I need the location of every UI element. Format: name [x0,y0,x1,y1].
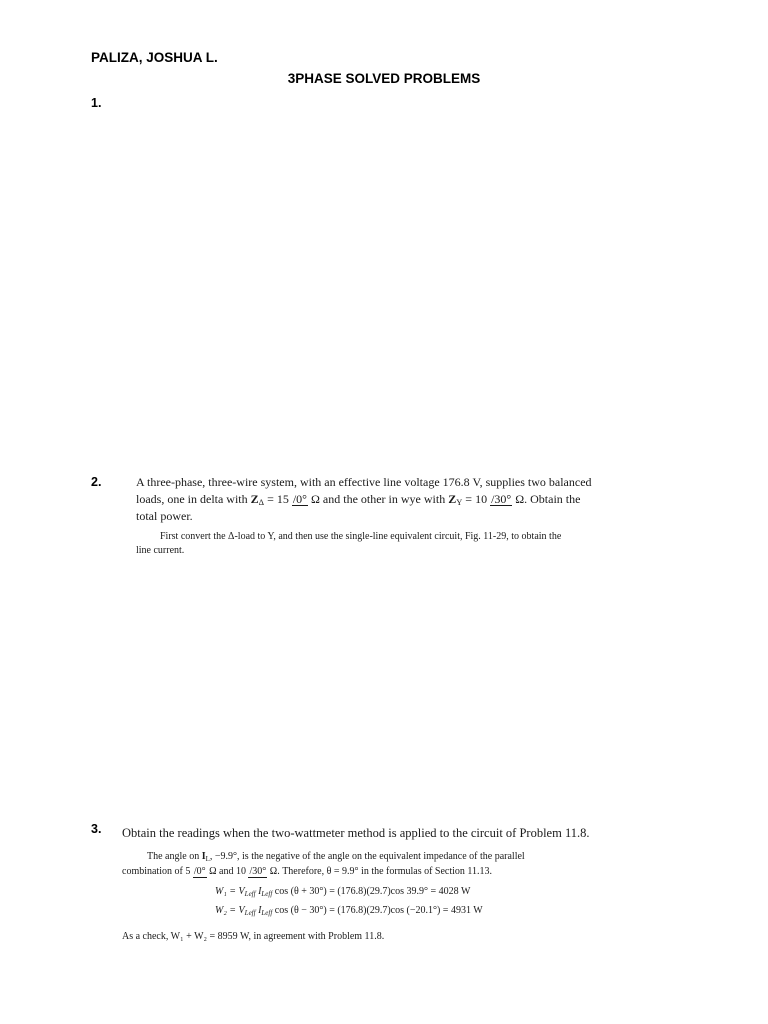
angle-notation: /30° [249,866,267,877]
solution-text: The angle on [147,851,202,862]
problem-3-number: 3. [91,822,102,836]
z-y-subscript: Y [456,498,463,508]
equation-text: W₁ = V [215,886,245,897]
page-title: 3PHASE SOLVED PROBLEMS [287,71,481,86]
il-subscript: L [205,854,210,863]
statement-text: Ω. Obtain the [512,492,581,506]
angle-notation: /0° [292,492,307,506]
equation-text: I [255,905,262,916]
w2-equation [215,905,483,916]
author-name: PALIZA, JOSHUA L. [91,50,218,65]
problem-2-line-2 [136,492,580,507]
problem-2-solution-line-1: First convert the Δ-load to Y, and then use the single-line equivalent circuit, Fig. 11-29, to obtain the [160,531,562,542]
equation-subscript: Leff [261,908,273,917]
equation-subscript: Leff [244,908,256,917]
statement-text: Ω and the other in wye with [307,492,449,506]
solution-text: Ω and 10 [206,866,249,877]
statement-text: = 10 [462,492,491,506]
problem-2-solution-line-2: line current. [136,545,185,556]
angle-notation: /30° [491,492,512,506]
problem-3-solution-line-1 [147,851,525,862]
equation-text: cos (θ − 30°) = (176.8)(29.7)cos (−20.1°) = 4931 W [272,905,483,916]
z-delta-symbol: Z [250,492,259,506]
il-symbol: I [201,851,206,862]
w1-equation [215,886,470,897]
statement-text: loads, one in delta with [136,492,251,506]
check-statement: As a check, W₁ + W₂ = 8959 W, in agreement with Problem 11.8. [122,931,385,942]
problem-2-line-1: A three-phase, three-wire system, with an effective line voltage 176.8 V, supplies two balanced [136,475,592,489]
angle-notation: /0° [193,866,206,877]
z-y-symbol: Z [448,492,457,506]
problem-2-line-3: total power. [136,509,193,523]
solution-text: , −9.9°, is the negative of the angle on the equivalent impedance of the parallel [209,851,525,862]
solution-text: combination of 5 [122,866,193,877]
problem-2-number: 2. [91,475,102,489]
equation-subscript: Leff [261,889,273,898]
solution-text: Ω. Therefore, θ = 9.9° in the formulas of Section 11.13. [267,866,493,877]
equation-subscript: Leff [244,889,256,898]
equation-text: W₂ = V [215,905,245,916]
equation-text: cos (θ + 30°) = (176.8)(29.7)cos 39.9° = 4028 W [272,886,471,897]
z-delta-subscript: Δ [258,498,265,508]
problem-3-statement: Obtain the readings when the two-wattmeter method is applied to the circuit of Problem 11.8. [122,826,590,840]
problem-1-number: 1. [91,96,102,110]
statement-text: = 15 [264,492,292,506]
equation-text: I [255,886,262,897]
problem-3-solution-line-2 [122,866,492,878]
